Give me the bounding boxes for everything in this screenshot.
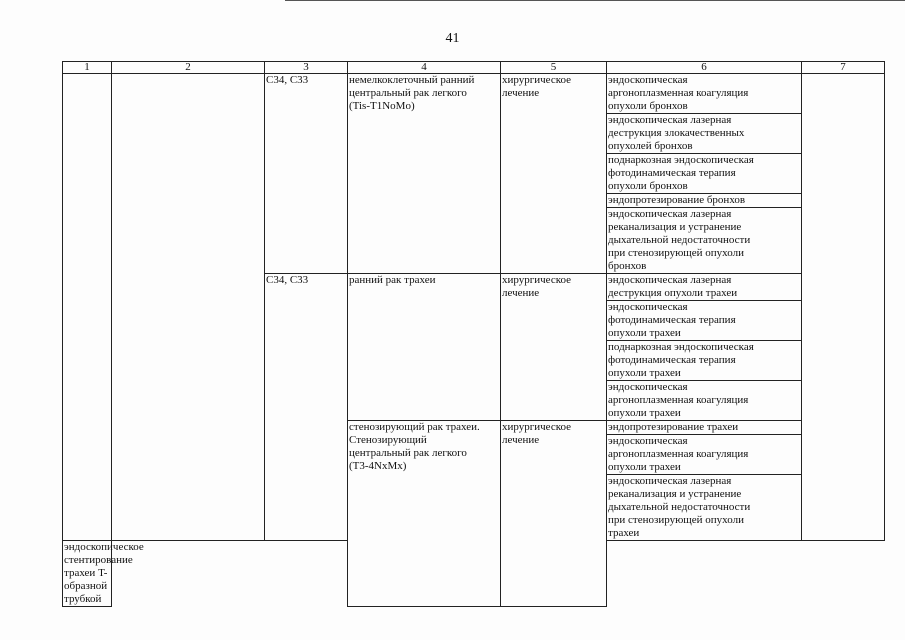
top-rule (285, 0, 905, 1)
diagnosis-cell: стенозирующий рак трахеи. Стенозирующий центральный рак легкого (T3-4NxMx) (348, 421, 501, 607)
table-row (63, 74, 885, 114)
cell-col1 (63, 74, 112, 541)
method-cell: эндоскопическая фотодинамическая терапия опухоли трахеи (607, 301, 802, 341)
document-table (62, 61, 885, 607)
diagnosis-cell: немелкоклеточный ранний центральный рак легкого (Tis-T1NoMo) (348, 74, 501, 274)
column-number: 2 (112, 62, 265, 74)
treatment-cell: хирургическое лечение (501, 421, 607, 607)
column-number-row (63, 62, 885, 74)
column-number: 5 (501, 62, 607, 74)
method-cell: эндоскопическая аргоноплазменная коагуляция опухоли трахеи (607, 381, 802, 421)
treatment-cell: хирургическое лечение (501, 74, 607, 274)
page-number: 41 (445, 31, 460, 46)
method-cell: эндоскопическое стентирование трахеи T-образной трубкой (64, 541, 144, 605)
icd-code-cell: C34, C33 (265, 274, 348, 541)
cell-col2 (112, 74, 265, 541)
column-number: 1 (63, 62, 112, 74)
method-cell: эндоскопическая аргоноплазменная коагуляция опухоли бронхов (607, 74, 802, 114)
column-number: 4 (348, 62, 501, 74)
cell-col7 (802, 74, 885, 541)
method-cell: эндоскопическая аргоноплазменная коагуляция опухоли трахеи (607, 435, 802, 475)
method-cell: эндоскопическая лазерная реканализация и устранение дыхательной недостаточности при стенозирующей опухоли бронхов (607, 208, 802, 274)
method-cell: эндопротезирование бронхов (607, 194, 802, 208)
icd-code-cell: C34, C33 (265, 74, 348, 274)
method-cell: эндопротезирование трахеи (607, 421, 802, 435)
method-cell: поднаркозная эндоскопическая фотодинамическая терапия опухоли бронхов (607, 154, 802, 194)
method-cell: эндоскопическая лазерная деструкция злокачественных опухолей бронхов (607, 114, 802, 154)
method-cell: поднаркозная эндоскопическая фотодинамическая терапия опухоли трахеи (607, 341, 802, 381)
method-cell: эндоскопическая лазерная деструкция опухоли трахеи (607, 274, 802, 301)
column-number: 7 (802, 62, 885, 74)
column-number: 6 (607, 62, 802, 74)
treatment-cell: хирургическое лечение (501, 274, 607, 421)
method-cell: эндоскопическая лазерная реканализация и устранение дыхательной недостаточности при стенозирующей опухоли трахеи (607, 475, 802, 541)
column-number: 3 (265, 62, 348, 74)
diagnosis-cell: ранний рак трахеи (348, 274, 501, 421)
